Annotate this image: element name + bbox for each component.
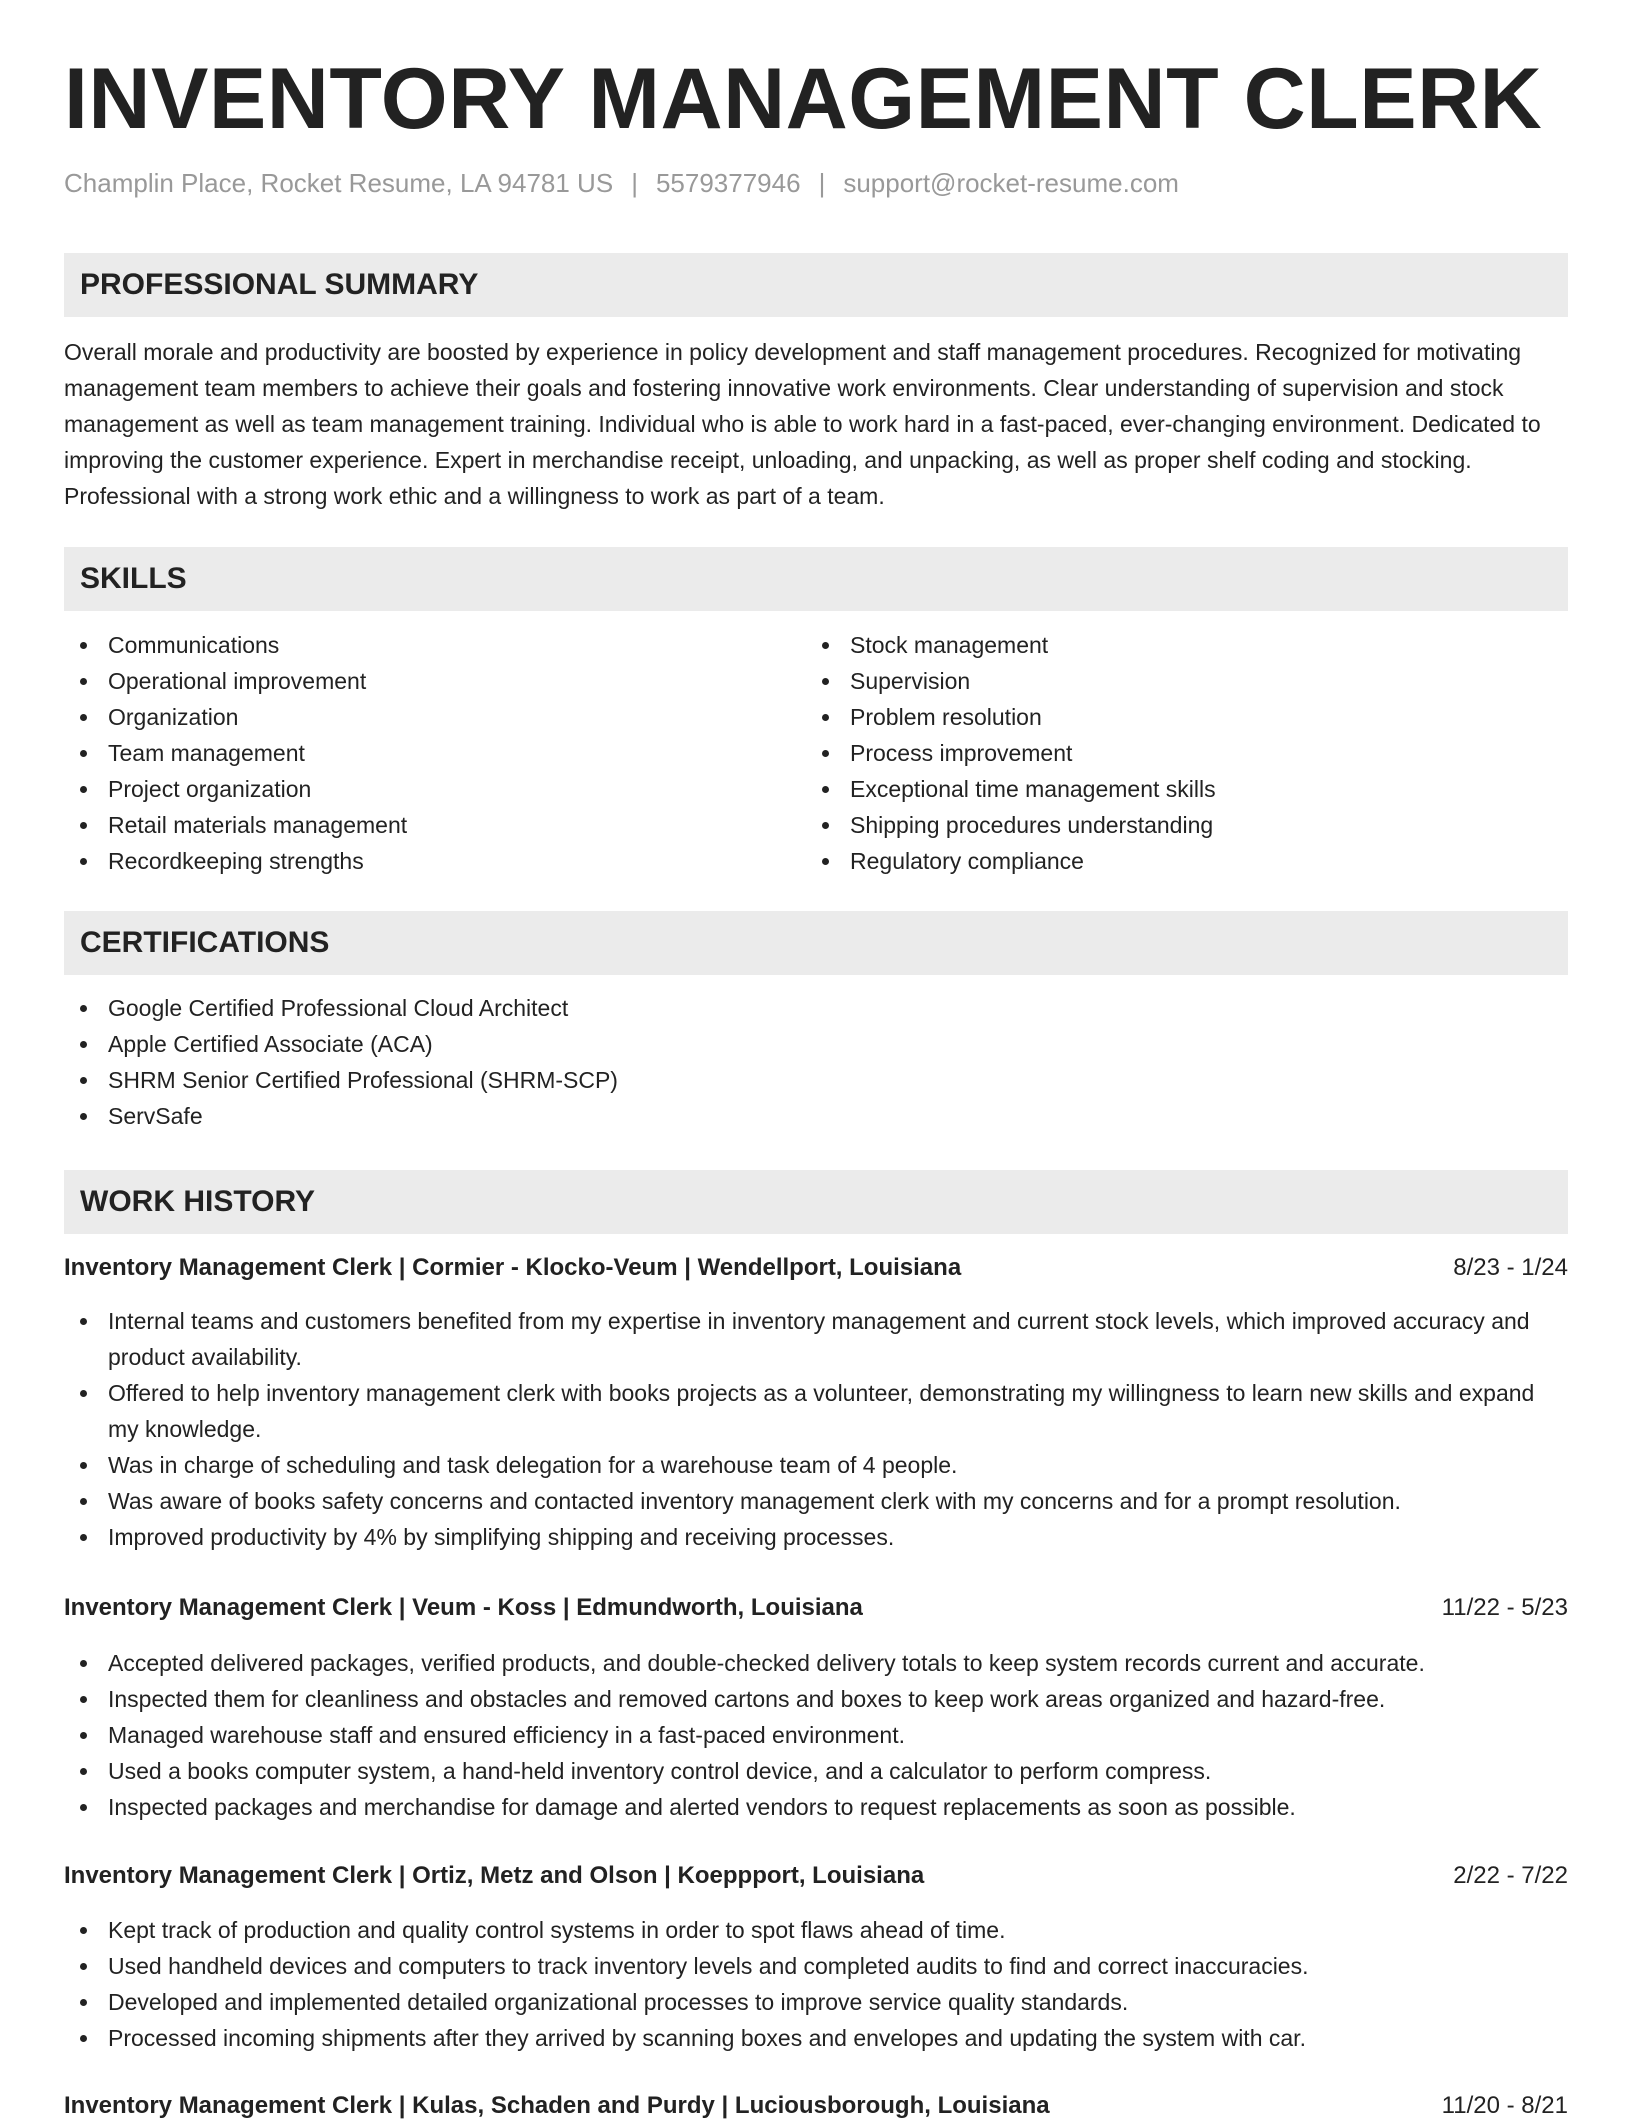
job-title: Inventory Management Clerk | Veum - Koss | Edmundworth, Louisiana [64,1594,863,1621]
job-bullet-list [64,1912,1568,2056]
certification-item: ServSafe [64,1098,1568,1134]
job-dates: 8/23 - 1/24 [1453,1254,1568,1281]
job-title: Inventory Management Clerk | Ortiz, Metz and Olson | Koeppport, Louisiana [64,1862,925,1889]
job-bullet: Internal teams and customers benefited from my expertise in inventory management and current stock levels, which improved accuracy and product availability. [64,1303,1568,1375]
job-bullet: Developed and implemented detailed organizational processes to improve service quality standards. [64,1984,1568,2020]
job-bullet: Used handheld devices and computers to track inventory levels and completed audits to find and correct inaccuracies. [64,1948,1568,1984]
job-title: Inventory Management Clerk | Cormier - Klocko-Veum | Wendellport, Louisiana [64,1254,962,1281]
skill-item: Supervision [806,663,1506,699]
section-header-certifications [64,911,1568,975]
skills-column-left [64,627,764,879]
skill-item: Regulatory compliance [806,843,1506,879]
job-title: Inventory Management Clerk | Kulas, Schaden and Purdy | Luciousborough, Louisiana [64,2092,1050,2119]
skill-item: Communications [64,627,764,663]
job-bullet: Processed incoming shipments after they arrived by scanning boxes and envelopes and updating the system with car. [64,2020,1568,2056]
job-title-row [64,2088,1568,2124]
skills-column-right [806,627,1506,879]
job-bullet: Kept track of production and quality control systems in order to spot flaws ahead of time. [64,1912,1568,1948]
summary-text: Overall morale and productivity are boosted by experience in policy development and staff management procedures. Recognized for motivating management team members to achieve their goals and fostering innovative work environments. Clear understanding of supervision and stock management as well as team management training. Individual who is able to work hard in a fast-paced, ever-changing environment. Dedicated to improving the customer experience. Expert in merchandise receipt, unloading, and unpacking, as well as proper shelf coding and stocking. Professional with a strong work ethic and a willingness to work as part of a team. [64,339,1541,509]
section-header-skills [64,547,1568,611]
contact-line [64,168,1179,199]
skills-list-right [806,627,1506,879]
job-bullets [64,1303,1568,1555]
skill-item: Operational improvement [64,663,764,699]
skill-item: Shipping procedures understanding [806,807,1506,843]
job-bullet-list [64,1645,1568,1825]
job-title-row [64,1590,1568,1626]
job-dates: 11/22 - 5/23 [1441,1594,1568,1621]
skills-list-left [64,627,764,879]
job-title-row [64,1858,1568,1894]
job-bullet: Accepted delivered packages, verified products, and double-checked delivery totals to keep system records current and accurate. [64,1645,1568,1681]
certifications-list [64,990,1568,1134]
section-title-skills: SKILLS [80,562,187,595]
skill-item: Project organization [64,771,764,807]
contact-separator: | [818,168,826,198]
section-title-work-history: WORK HISTORY [80,1185,316,1218]
contact-separator: | [631,168,638,198]
skill-item: Retail materials management [64,807,764,843]
section-header-work-history [64,1170,1568,1234]
job-bullet: Was in charge of scheduling and task delegation for a warehouse team of 4 people. [64,1447,1568,1483]
section-title-certifications: CERTIFICATIONS [80,926,330,959]
job-bullet: Inspected them for cleanliness and obstacles and removed cartons and boxes to keep work areas organized and hazard-free. [64,1681,1568,1717]
skill-item: Exceptional time management skills [806,771,1506,807]
candidate-name: INVENTORY MANAGEMENT CLERK [64,51,1543,147]
section-header-summary [64,253,1568,317]
certification-item: SHRM Senior Certified Professional (SHRM-SCP) [64,1062,1568,1098]
certification-item: Apple Certified Associate (ACA) [64,1026,1568,1062]
section-title-summary: PROFESSIONAL SUMMARY [80,268,479,301]
skill-item: Recordkeeping strengths [64,843,764,879]
contact-address: Champlin Place, Rocket Resume, LA 94781 US [64,168,614,198]
job-dates: 2/22 - 7/22 [1453,1862,1568,1889]
skill-item: Team management [64,735,764,771]
job-bullet: Improved productivity by 4% by simplifying shipping and receiving processes. [64,1519,1568,1555]
certifications-block [64,990,1568,1134]
skill-item: Organization [64,699,764,735]
job-bullet: Used a books computer system, a hand-held inventory control device, and a calculator to perform compress. [64,1753,1568,1789]
skill-item: Process improvement [806,735,1506,771]
job-bullet-list [64,1303,1568,1555]
certification-item: Google Certified Professional Cloud Architect [64,990,1568,1026]
job-bullet: Offered to help inventory management clerk with books projects as a volunteer, demonstrating my willingness to learn new skills and expand my knowledge. [64,1375,1568,1447]
job-bullets [64,1912,1568,2056]
contact-phone: 5579377946 [655,168,801,198]
job-title-row [64,1250,1568,1286]
job-bullet: Inspected packages and merchandise for damage and alerted vendors to request replacements as soon as possible. [64,1789,1568,1825]
contact-email: support@rocket-resume.com [843,168,1179,198]
job-bullet: Managed warehouse staff and ensured efficiency in a fast-paced environment. [64,1717,1568,1753]
job-bullets [64,1645,1568,1825]
skill-item: Problem resolution [806,699,1506,735]
job-bullet: Was aware of books safety concerns and contacted inventory management clerk with my concerns and for a prompt resolution. [64,1483,1568,1519]
job-dates: 11/20 - 8/21 [1441,2092,1568,2119]
skill-item: Stock management [806,627,1506,663]
